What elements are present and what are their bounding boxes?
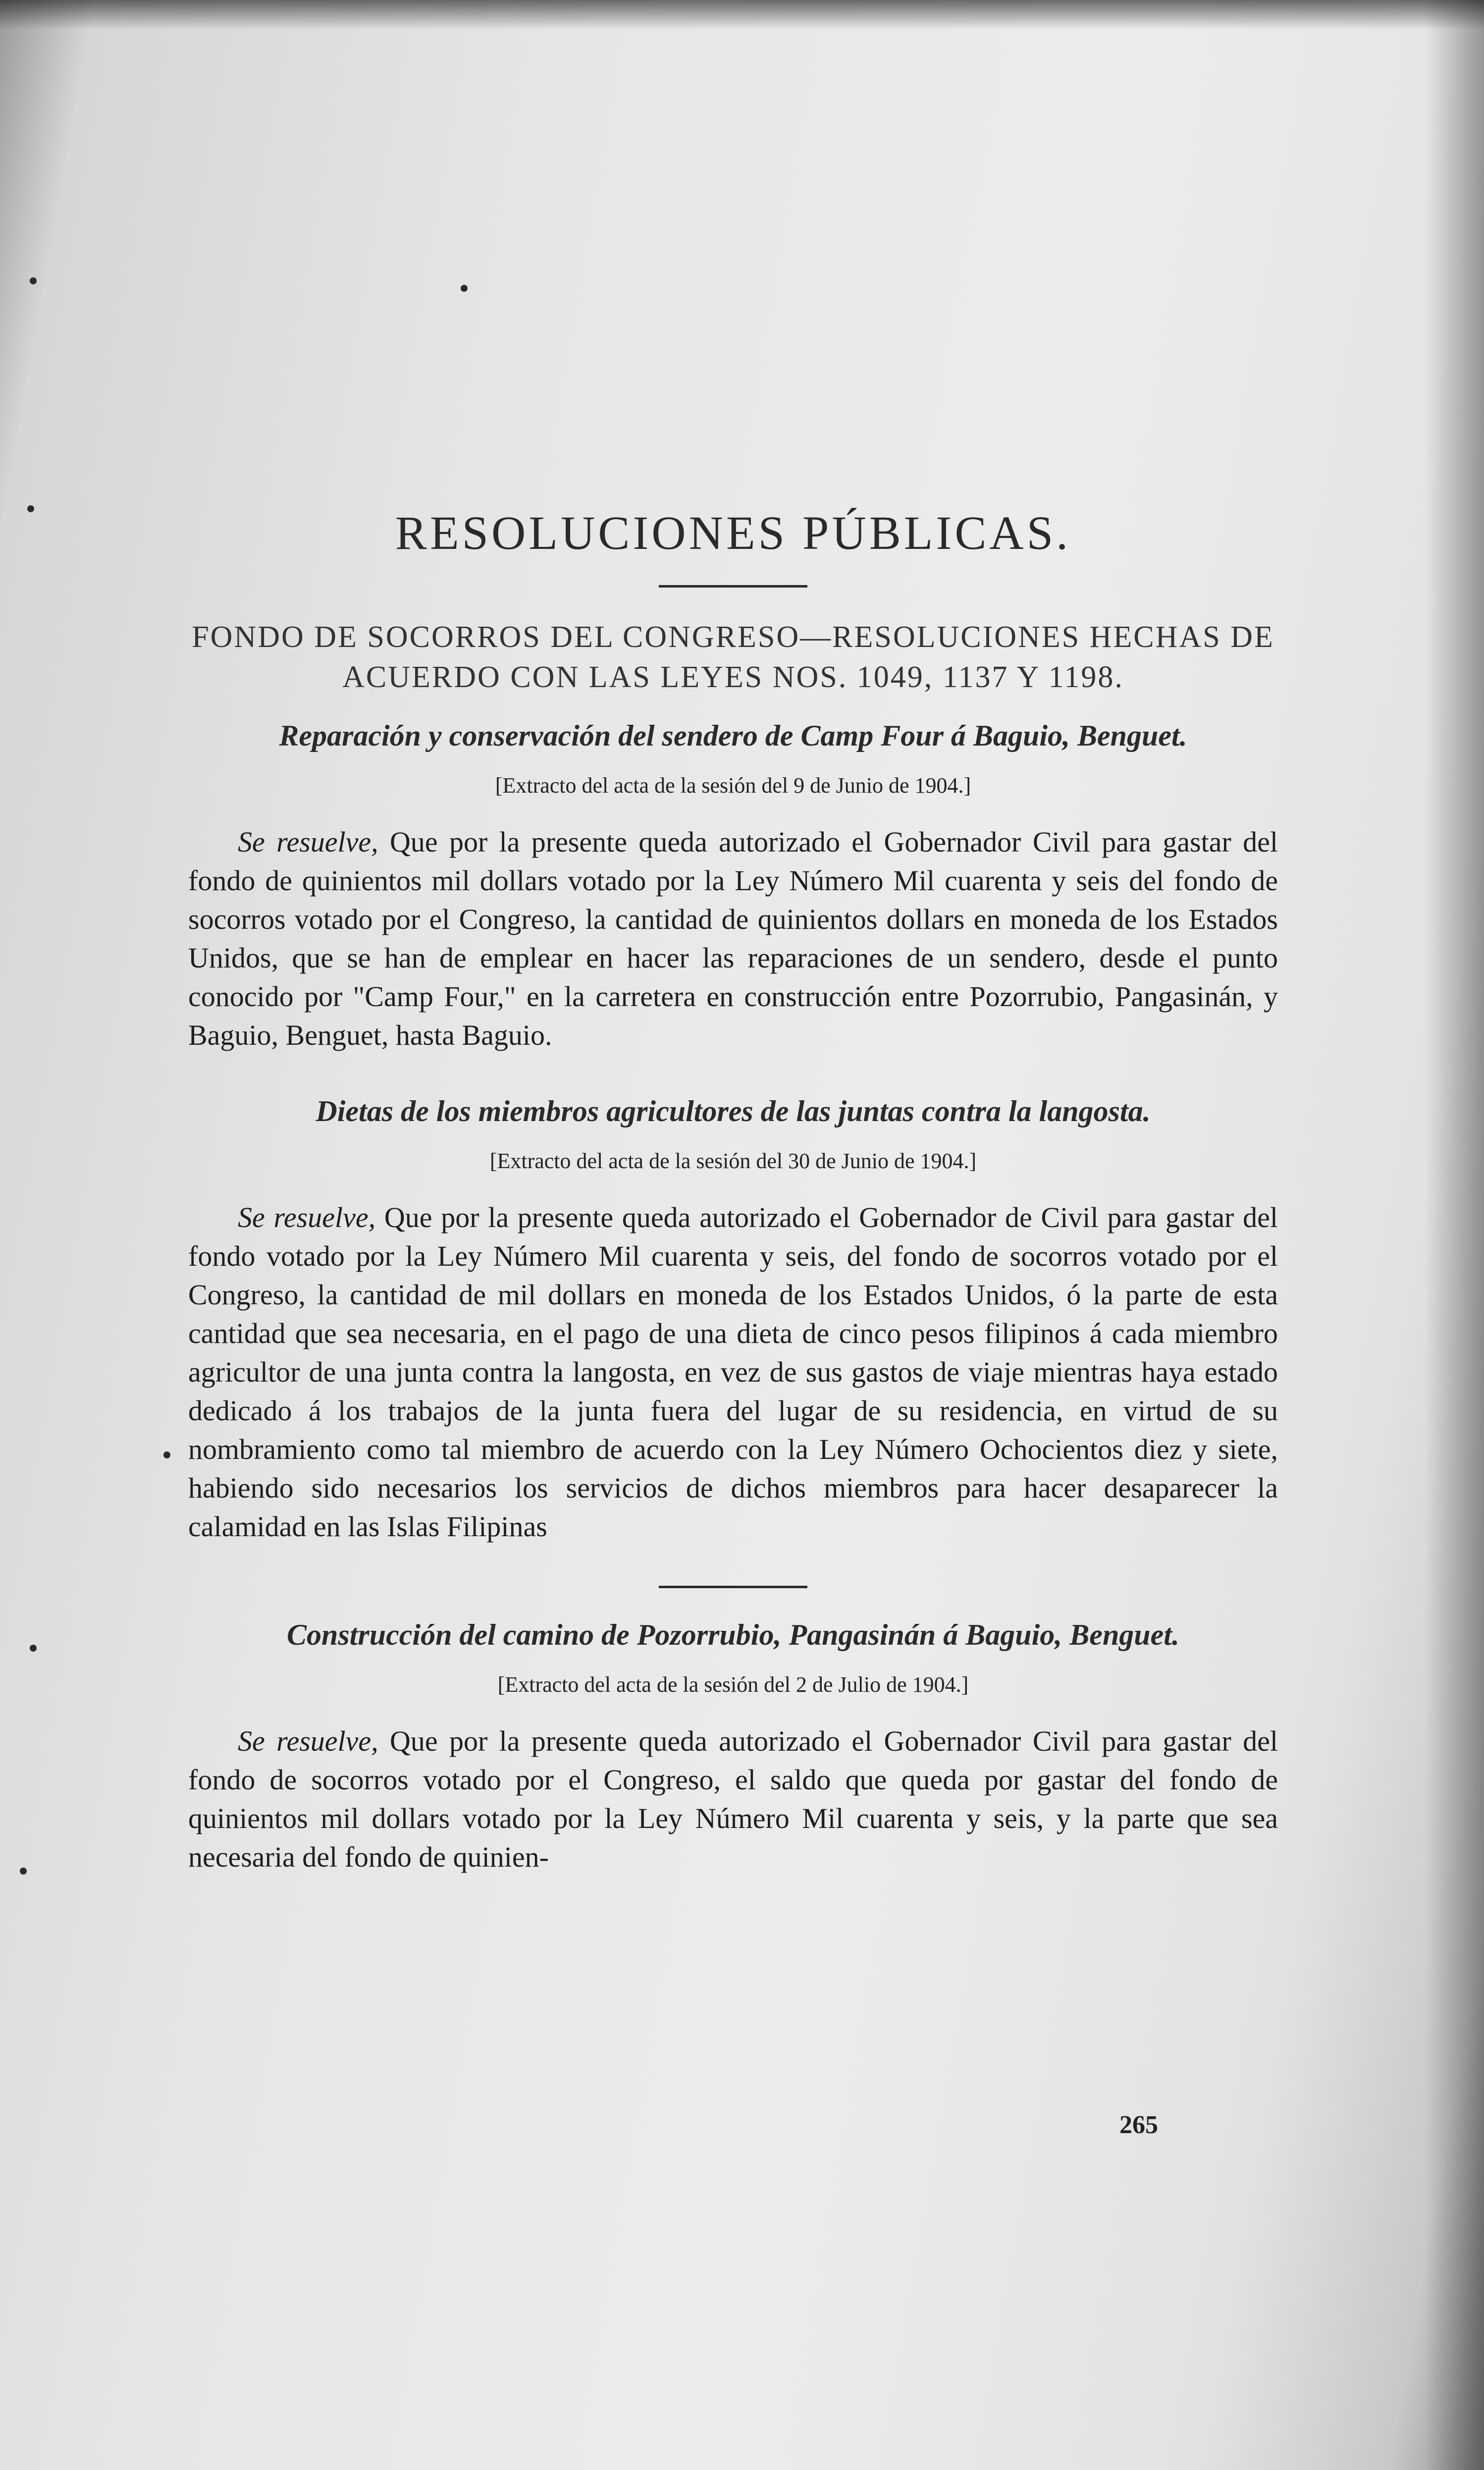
page-content: [188, 505, 1278, 1916]
top-edge-shadow: [0, 0, 1484, 30]
section-heading: FONDO DE SOCORROS DEL CONGRESO—RESOLUCIONES HECHAS DE ACUERDO CON LAS LEYES NOS. 1049, 1137 Y 1198.: [192, 620, 1274, 694]
section-rule: [659, 1586, 807, 1588]
resolution-text: Que por la presente queda autorizado el Gobernador Civil para gastar del fondo de socorros votado por el Congreso, el saldo que queda por gastar del fondo de quinientos mil dollars votado por la Ley Número Mil cuarenta y seis, y la parte que sea necesaria del fondo de quinien-: [188, 1725, 1278, 1874]
resolution-body: [188, 1722, 1278, 1877]
page-title: RESOLUCIONES PÚBLICAS.: [395, 506, 1071, 559]
resolution-extract: [Extracto del acta de la sesión del 2 de Julio de 1904.]: [497, 1672, 969, 1697]
resolution-text: Que por la presente queda autorizado el Gobernador de Civil para gastar del fondo votado por la Ley Número Mil cuarenta y seis, del fondo de socorros votado por el Congreso, la cantidad de mil dollars en moneda de los Estados Unidos, ó la parte de esta cantidad que sea necesaria, en el pago de una dieta de cinco pesos filipinos á cada miembro agricultor de una junta contra la langosta, en vez de sus gastos de viaje mientras haya estado dedicado á los trabajos de la junta fuera del lugar de su residencia, en virtud de su nombramiento como tal miembro de acuerdo con la Ley Número Ochocientos diez y siete, habiendo sido necesarios los servicios de dichos miembros para hacer desaparecer la calamidad en las Islas Filipinas: [188, 1201, 1278, 1543]
resolution-extract: [Extracto del acta de la sesión del 30 de Junio de 1904.]: [489, 1149, 977, 1174]
page-number: 265: [1119, 2111, 1158, 2139]
scan-speck: [163, 1451, 170, 1458]
scan-speck: [20, 1868, 27, 1875]
resolution-body: [188, 1198, 1278, 1546]
resolution-subtitle: Dietas de los miembros agricultores de las juntas contra la langosta.: [316, 1095, 1151, 1128]
scan-speck: [30, 1645, 37, 1652]
resolution-extract: [Extracto del acta de la sesión del 9 de Junio de 1904.]: [495, 773, 971, 798]
resolution-lead: Se resuelve,: [238, 1725, 378, 1758]
right-edge-shadow: [1425, 0, 1484, 2470]
scan-speck: [30, 277, 37, 284]
resolution-subtitle: Construcción del camino de Pozorrubio, Pangasinán á Baguio, Benguet.: [287, 1618, 1179, 1652]
resolution-text: Que por la presente queda autorizado el Gobernador Civil para gastar del fondo de quinientos mil dollars votado por la Ley Número Mil cuarenta y seis del fondo de socorros votado por el Congreso, la cantidad de quinientos dollars en moneda de los Estados Unidos, que se han de emplear en hacer las reparaciones de un sendero, desde el punto conocido por "Camp Four," en la carretera en construcción entre Pozorrubio, Pangasinán, y Baguio, Benguet, hasta Baguio.: [188, 826, 1278, 1052]
resolution-body: [188, 823, 1278, 1055]
resolution-lead: Se resuelve,: [238, 826, 378, 859]
resolution-lead: Se resuelve,: [238, 1201, 376, 1234]
scan-speck: [461, 285, 468, 292]
title-rule: [659, 585, 807, 588]
resolution-subtitle: Reparación y conservación del sendero de Camp Four á Baguio, Benguet.: [279, 719, 1187, 752]
scan-speck: [27, 505, 34, 512]
